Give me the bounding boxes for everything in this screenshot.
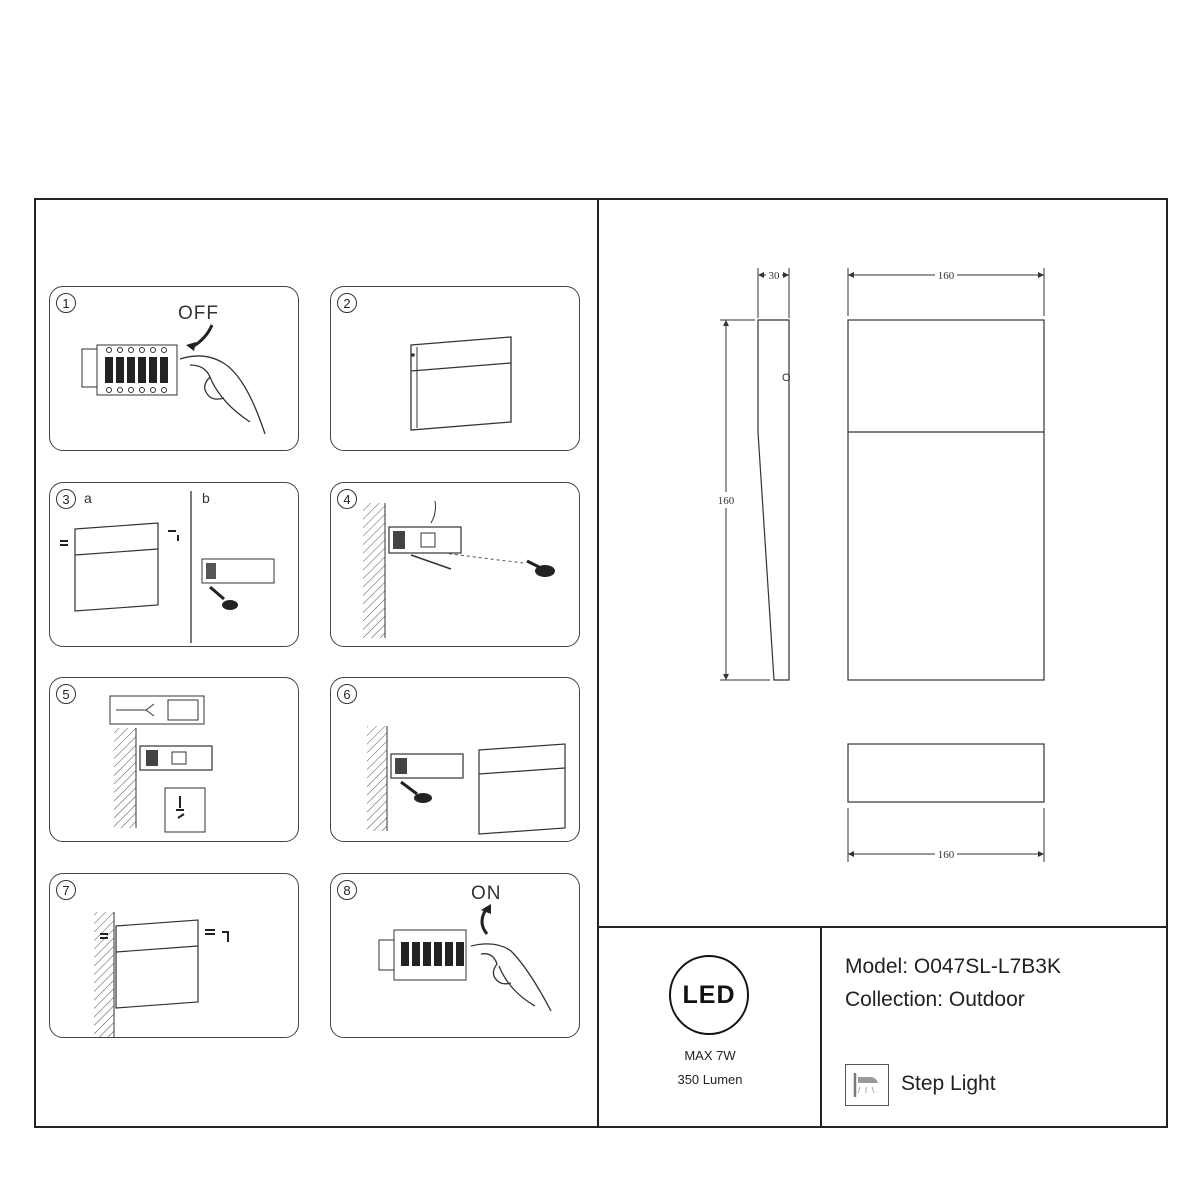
breaker-hand-illustration (50, 287, 300, 452)
step-8-panel (330, 873, 580, 1038)
step-number: 7 (56, 880, 76, 900)
step-6-panel (330, 677, 580, 842)
bottom-width-dimension: 160 (937, 849, 955, 861)
step-number: 8 (337, 880, 357, 900)
horizontal-divider (597, 926, 1168, 928)
front-width-dimension: 160 (937, 270, 955, 282)
fixture-illustration (331, 287, 581, 452)
step-7-panel (49, 873, 299, 1038)
product-type-label: Step Light (901, 1072, 996, 1095)
wall-mount-illustration (331, 483, 581, 648)
step-1-panel (49, 286, 299, 451)
step-3-sub-b: b (202, 490, 210, 506)
footer-divider (820, 926, 822, 1128)
step-4-panel (330, 482, 580, 647)
height-dimension: 160 (717, 495, 735, 507)
vertical-divider (597, 198, 599, 1128)
step-light-icon (845, 1064, 889, 1106)
cover-removal-illustration (50, 483, 300, 648)
step-5-panel (49, 677, 299, 842)
model-text: Model: O047SL-L7B3K (845, 955, 1061, 978)
secure-cover-illustration (50, 874, 300, 1039)
step-number: 2 (337, 293, 357, 313)
step-number: 4 (337, 489, 357, 509)
led-badge: LED (669, 955, 749, 1035)
screw-hole-mark: O (782, 372, 791, 384)
step-number: 1 (56, 293, 76, 313)
step-number: 6 (337, 684, 357, 704)
dimension-drawing (600, 200, 1166, 924)
step-3-sub-a: a (84, 490, 92, 506)
install-cover-illustration (331, 678, 581, 843)
step-3-panel (49, 482, 299, 647)
step-2-panel (330, 286, 580, 451)
breaker-on-illustration (331, 874, 581, 1039)
power-off-label: OFF (178, 303, 219, 324)
step-number: 5 (56, 684, 76, 704)
power-on-label: ON (471, 883, 502, 904)
max-power: MAX 7W (684, 1048, 736, 1063)
lumen-value: 350 Lumen (677, 1072, 743, 1087)
step-number: 3 (56, 489, 76, 509)
wiring-illustration (50, 678, 300, 843)
depth-dimension: 30 (768, 270, 780, 282)
collection-text: Collection: Outdoor (845, 988, 1025, 1011)
